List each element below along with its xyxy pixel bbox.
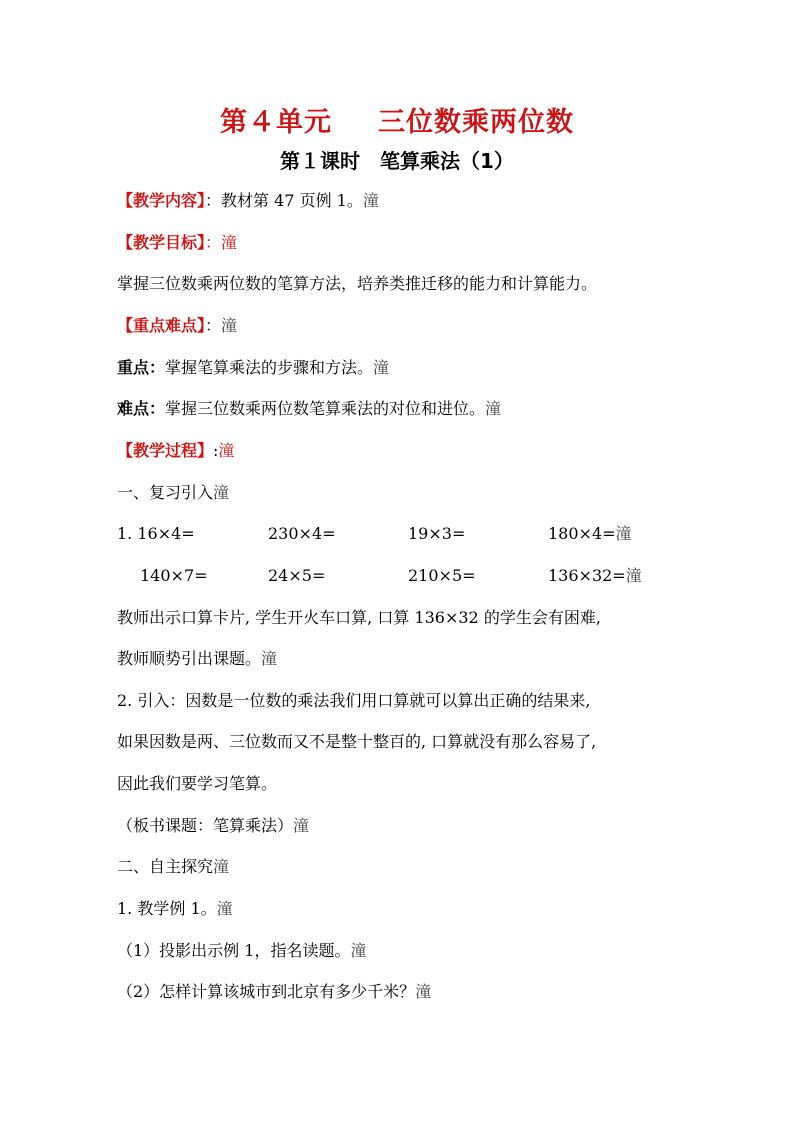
unit-number: 第４单元	[220, 107, 332, 138]
goal-line: 【教学目标】：潼	[117, 233, 238, 252]
lesson-number: 第１课时	[280, 149, 361, 173]
exercise-cell: 140×7=	[140, 566, 208, 585]
difficult-point: 难点：掌握三位数乘两位数笔算乘法的对位和进位。潼	[117, 399, 502, 418]
unit-topic: 三位数乘两位数	[378, 107, 574, 138]
exercise-cell: 180×4=潼	[548, 524, 632, 543]
paragraph-line: 教师顺势引出课题。潼	[117, 649, 278, 668]
exercise-cell: 136×32=潼	[548, 566, 642, 585]
exercise-cell: 230×4=	[268, 524, 336, 543]
process-heading: 【教学过程】	[117, 441, 214, 460]
example-heading: 1. 教学例 1。潼	[117, 899, 233, 918]
content-line: 【教学内容】：教材第 47 页例 1。潼	[117, 191, 379, 210]
keypoints-line: 【重点难点】：潼	[117, 316, 238, 335]
key-point: 重点：掌握笔算乘法的步骤和方法。潼	[117, 358, 390, 377]
paragraph-line: 教师出示口算卡片, 学生开火车口算, 口算 136×32 的学生会有困难,	[117, 608, 601, 627]
exercise-cell: 24×5=	[268, 566, 326, 585]
paragraph-line: 因此我们要学习笔算。	[117, 774, 278, 793]
content-text: 教材第 47 页例 1。	[221, 191, 363, 210]
paragraph-line: 如果因数是两、三位数而又不是整十整百的, 口算就没有那么容易了,	[117, 732, 597, 751]
lesson-title	[0, 145, 794, 174]
goal-text: 掌握三位数乘两位数的笔算方法，培养类推迁移的能力和计算能力。	[117, 274, 598, 293]
keypoints-heading: 【重点难点】	[117, 316, 206, 335]
paragraph-line: 2. 引入：因数是一位数的乘法我们用口算就可以算出正确的结果来,	[117, 691, 591, 710]
process-line: 【教学过程】:潼	[117, 441, 235, 460]
exercise-cell: 19×3=	[408, 524, 466, 543]
example-step: （1）投影出示例 1，指名读题。潼	[117, 941, 367, 960]
example-step: （2）怎样计算该城市到北京有多少千米？潼	[117, 982, 432, 1001]
section-review: 一、复习引入潼	[117, 483, 230, 502]
exercise-cell: 1. 16×4=	[117, 524, 195, 543]
lesson-topic: 笔算乘法（1）	[380, 149, 514, 173]
unit-title	[0, 100, 794, 139]
section-explore: 二、自主探究潼	[117, 857, 230, 876]
content-heading: 【教学内容】	[117, 191, 206, 210]
goal-heading: 【教学目标】	[117, 233, 206, 252]
board-title: （板书课题：笔算乘法）潼	[117, 816, 310, 835]
exercise-cell: 210×5=	[408, 566, 476, 585]
